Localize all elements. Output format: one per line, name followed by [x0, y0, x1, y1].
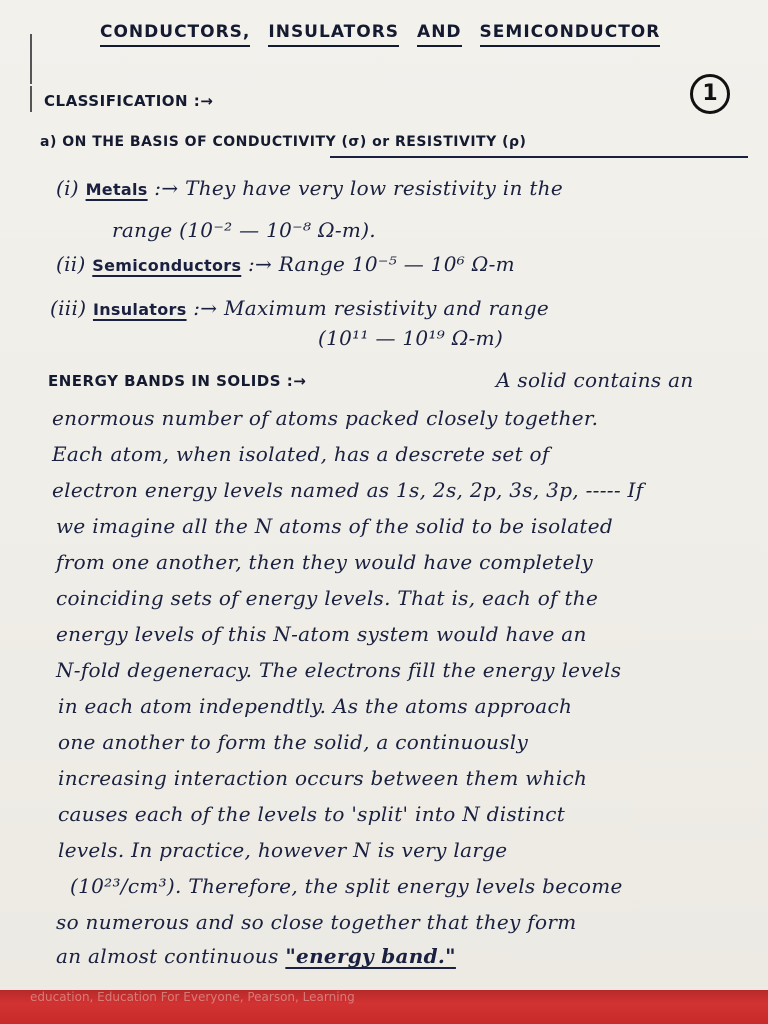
paragraph-line: energy levels of this N-atom system would have an	[56, 622, 587, 646]
paragraph-line: enormous number of atoms packed closely together.	[52, 406, 599, 430]
paragraph-line: Each atom, when isolated, has a descrete set of	[52, 442, 550, 466]
arrow: :→	[154, 176, 179, 200]
paragraph-line: A solid contains an	[496, 368, 694, 392]
paragraph-text: an almost continuous	[56, 944, 279, 968]
arrow: :→	[193, 296, 218, 320]
item-text-continued: (10¹¹ — 10¹⁹ Ω-m)	[318, 326, 504, 350]
item-text-continued: range (10⁻² — 10⁻⁸ Ω-m).	[112, 218, 376, 242]
item-number: (i)	[56, 176, 79, 200]
classification-heading: CLASSIFICATION :→	[44, 92, 214, 110]
paragraph-line: we imagine all the N atoms of the solid to be isolated	[56, 514, 614, 538]
title-word: INSULATORS	[268, 22, 399, 47]
page-number-badge: 1	[690, 74, 730, 114]
paragraph-line: levels. In practice, however N is very large	[58, 838, 508, 862]
item-semiconductors-row	[56, 252, 515, 276]
paragraph-line: N-fold degeneracy. The electrons fill the energy levels	[56, 658, 622, 682]
item-name: Metals	[85, 180, 148, 199]
paragraph-line: in each atom independtly. As the atoms approach	[58, 694, 573, 718]
item-number: (ii)	[56, 252, 86, 276]
paragraph-line	[56, 944, 456, 968]
item-name: Semiconductors	[92, 256, 242, 275]
paragraph-line: so numerous and so close together that they form	[56, 910, 577, 934]
item-number: (iii)	[50, 296, 87, 320]
item-text: Range 10⁻⁵ — 10⁶ Ω-m	[278, 252, 515, 276]
item-name: Insulators	[92, 300, 187, 319]
item-text: Maximum resistivity and range	[224, 296, 550, 320]
paragraph-line: causes each of the levels to 'split' into N distinct	[58, 802, 566, 826]
basis-heading: a) ON THE BASIS OF CONDUCTIVITY (σ) or RESISTIVITY (ρ)	[40, 134, 527, 150]
page-title	[100, 22, 660, 42]
paragraph-line: coinciding sets of energy levels. That is, each of the	[56, 586, 599, 610]
item-text: They have very low resistivity in the	[185, 176, 563, 200]
paragraph-line: electron energy levels named as 1s, 2s, 2p, 3s, 3p, ----- If	[52, 478, 644, 502]
margin-mark	[30, 34, 32, 84]
title-word: SEMICONDUCTOR	[480, 22, 661, 47]
bottom-red-band	[0, 990, 768, 1024]
basis-underline	[330, 156, 748, 158]
energy-band-term: "energy band."	[285, 944, 456, 968]
item-metals-row	[56, 176, 563, 200]
margin-mark	[30, 86, 32, 112]
paragraph-line: from one another, then they would have completely	[56, 550, 593, 574]
paragraph-line: one another to form the solid, a continuously	[58, 730, 529, 754]
title-word: AND	[417, 22, 462, 47]
title-word: CONDUCTORS,	[100, 22, 250, 47]
footer-text: education, Education For Everyone, Pearson, Learning	[30, 990, 355, 1004]
arrow: :→	[247, 252, 273, 276]
paragraph-line: (10²³/cm³). Therefore, the split energy levels become	[70, 874, 623, 898]
item-insulators-row	[50, 296, 549, 320]
paragraph-line: increasing interaction occurs between them which	[58, 766, 588, 790]
energy-bands-heading: ENERGY BANDS IN SOLIDS :→	[48, 372, 307, 390]
